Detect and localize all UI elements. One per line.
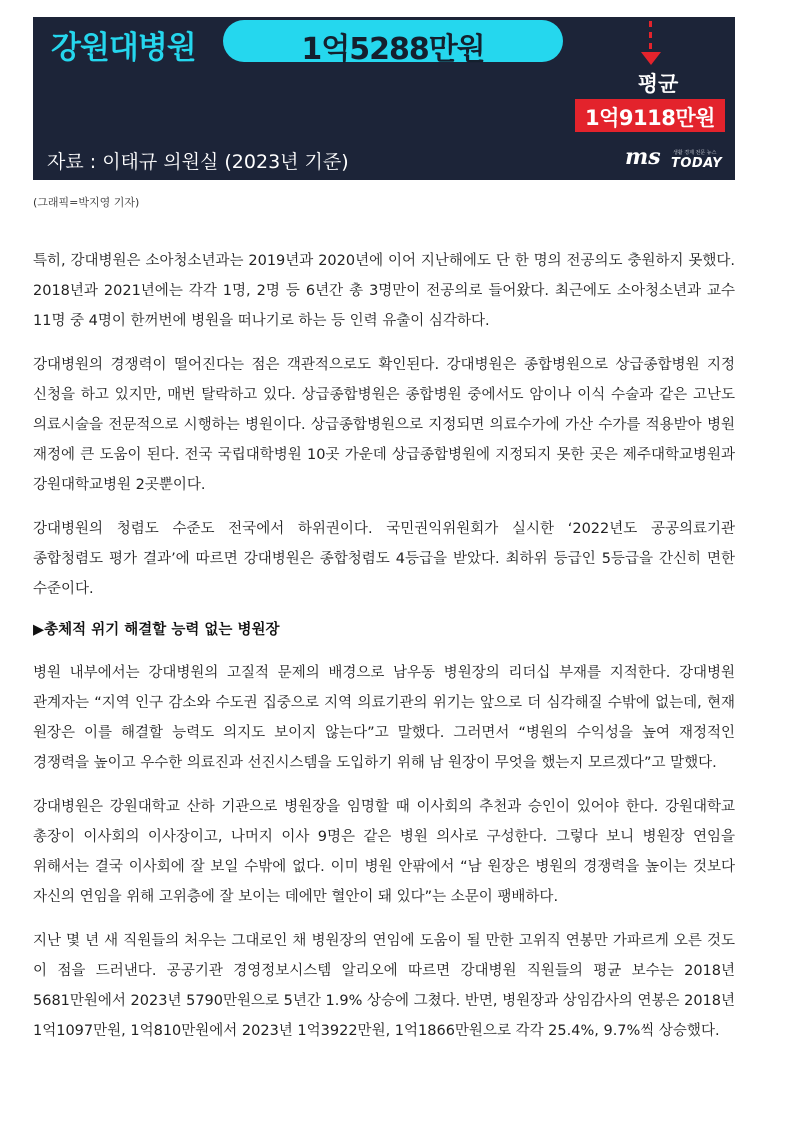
hospital-salary-value: 1억5288만원 [301, 32, 485, 67]
average-label: 평균 [637, 72, 679, 96]
average-salary-box [575, 99, 725, 132]
arrow-down-icon [641, 52, 661, 65]
ms-today-logo [625, 144, 729, 174]
article-paragraph: 특히, 강대병원은 소아청소년과는 2019년과 2020년에 이어 지난해에도 단 한 명의 전공의도 충원하지 못했다. 2018년과 2021년에는 각각 1명, 2명 등 6년간 총 3명만이 전공의로 들어왔다. 최근에도 소아청소년과 교수 11명 중 4명이 한꺼번에 병원을 떠나기로 하는 등 인력 유출이 심각하다. [33, 253, 735, 329]
image-caption: (그래픽=박지영 기자) [33, 196, 140, 209]
salary-infographic [33, 17, 735, 180]
logo-ms-text: ms [625, 144, 661, 170]
article-paragraph: 강대병원은 강원대학교 산하 기관으로 병원장을 임명할 때 이사회의 추천과 승인이 있어야 한다. 강원대학교 총장이 이사회의 이사장이고, 나머지 이사 9명은 같은 병원 의사로 구성한다. 그렇다 보니 병원장 연임을 위해서는 결국 이사회에 잘 보일 수밖에 없다. 이미 병원 안팎에서 “남 원장은 병원의 경쟁력을 높이는 것보다 자신의 연임을 위해 고위층에 잘 보이는 데에만 혈안이 돼 있다”는 소문이 팽배하다. [33, 799, 735, 905]
article-paragraph: 지난 몇 년 새 직원들의 처우는 그대로인 채 병원장의 연임에 도움이 될 만한 고위직 연봉만 가파르게 오른 것도 이 점을 드러낸다. 공공기관 경영정보시스템 알리오에 따르면 강대병원 직원들의 평균 보수는 2018년 5681만원에서 2023년 5790만원으로 5년간 1.9% 상승에 그쳤다. 반면, 병원장과 상임감사의 연봉은 2018년 1억1097만원, 1억810만원에서 2023년 1억3922만원, 1억1866만원으로 각각 25.4%, 9.7%씩 상승했다. [33, 933, 735, 1039]
article-paragraph: 강대병원의 청렴도 수준도 전국에서 하위권이다. 국민권익위원회가 실시한 ‘2022년도 공공의료기관 종합청렴도 평가 결과’에 따르면 강대병원은 종합청렴도 4등급을 받았다. 최하위 등급인 5등급을 간신히 면한 수준이다. [33, 521, 735, 597]
dashed-arrow-line [649, 21, 652, 53]
hospital-salary-pill [223, 20, 563, 67]
hospital-name: 강원대병원 [51, 30, 196, 66]
source-note: 자료 : 이태규 의원실 (2023년 기준) [47, 151, 349, 173]
logo-tagline: 생활 경제 전문 뉴스 [673, 150, 717, 156]
average-salary-value: 1억9118만원 [585, 106, 715, 130]
article-body [33, 246, 735, 1060]
logo-today-text: TODAY [671, 156, 723, 171]
article-paragraph: 병원 내부에서는 강대병원의 고질적 문제의 배경으로 남우동 병원장의 리더십 부재를 지적한다. 강대병원 관계자는 “지역 인구 감소와 수도권 집중으로 지역 의료기관의 위기는 앞으로 더 심각해질 수밖에 없는데, 현재 원장은 이를 해결할 능력도 의지도 보이지 않는다”고 말했다. 그러면서 “병원의 수익성을 높여 재정적인 경쟁력을 높이고 우수한 의료진과 선진시스템을 도입하기 위해 남 원장이 무엇을 했는지 모르겠다”고 말했다. [33, 665, 735, 771]
section-subheading: ▶총체적 위기 해결할 능력 없는 병원장 [33, 622, 280, 638]
article-paragraph: 강대병원의 경쟁력이 떨어진다는 점은 객관적으로도 확인된다. 강대병원은 종합병원으로 상급종합병원 지정 신청을 하고 있지만, 매번 탈락하고 있다. 상급종합병원은 종합병원 중에서도 암이나 이식 수술과 같은 고난도 의료시술을 전문적으로 시행하는 병원이다. 상급종합병원으로 지정되면 의료수가에 가산 수가를 적용받아 병원 재정에 큰 도움이 된다. 전국 국립대학병원 10곳 가운데 상급종합병원에 지정되지 못한 곳은 제주대학교병원과 강원대학교병원 2곳뿐이다. [33, 357, 735, 493]
